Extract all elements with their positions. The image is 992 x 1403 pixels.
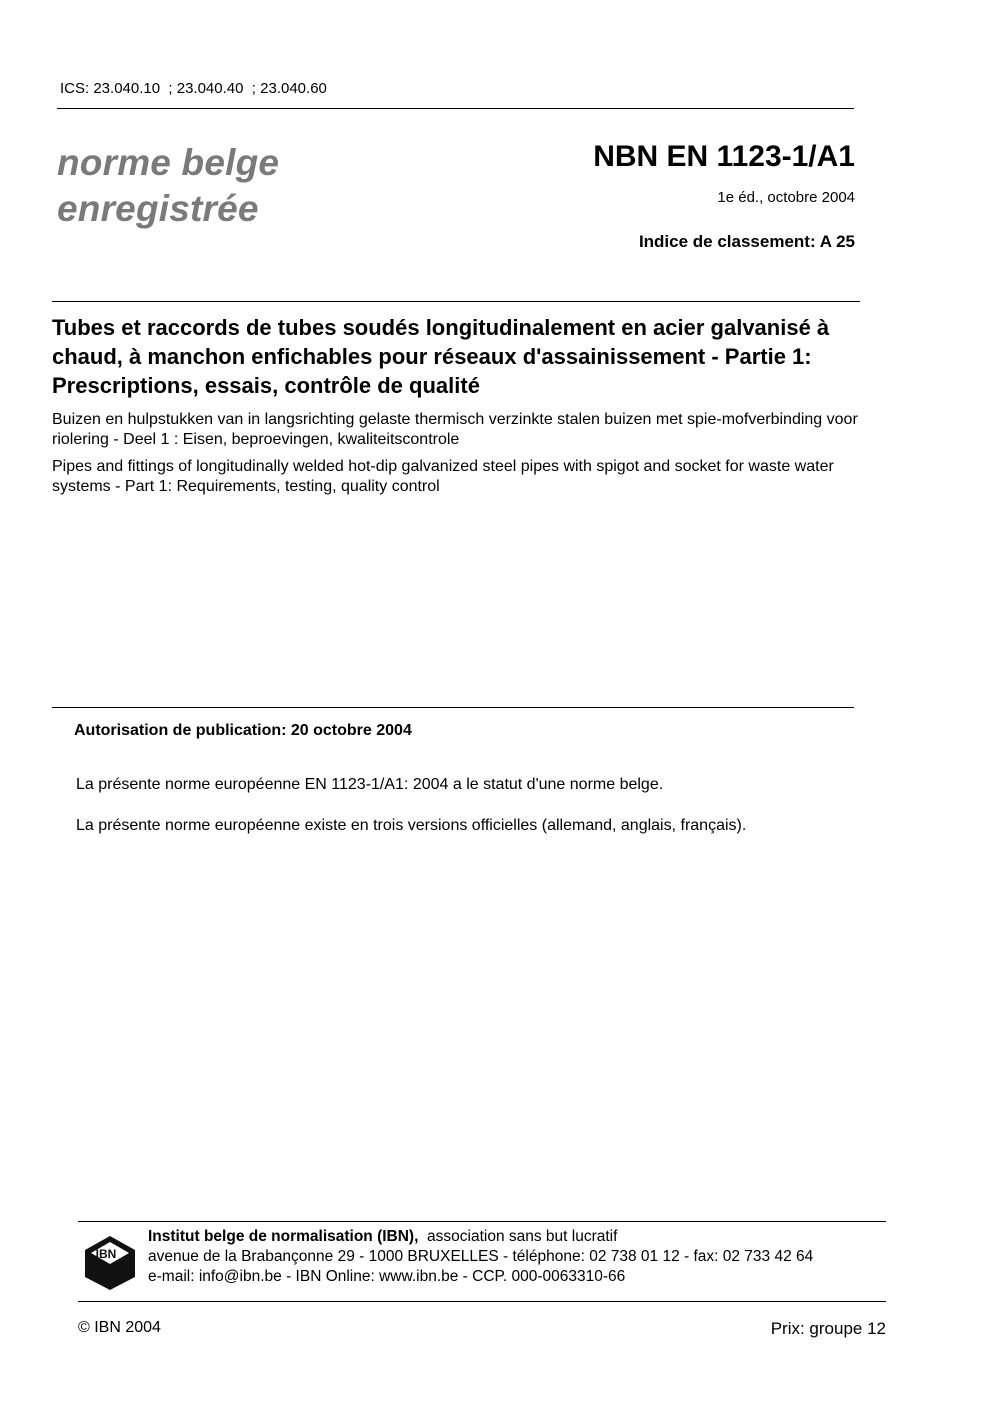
footer-divider-top bbox=[78, 1221, 886, 1222]
institute-name: Institut belge de normalisation (IBN), bbox=[148, 1228, 419, 1245]
body-divider bbox=[52, 707, 854, 708]
institute-contact: e-mail: info@ibn.be - IBN Online: www.ibn.be - CCP. 000-0063310-66 bbox=[148, 1268, 626, 1285]
classification-index: Indice de classement: A 25 bbox=[638, 232, 855, 251]
ibn-logo-icon bbox=[84, 1235, 136, 1291]
ibn-logo-text: IBN bbox=[95, 1247, 117, 1261]
footer-divider-bottom bbox=[78, 1301, 886, 1302]
title-divider bbox=[52, 301, 860, 302]
ics-codes: ICS: 23.040.10 ; 23.040.40 ; 23.040.60 bbox=[60, 80, 327, 97]
standard-code: NBN EN 1123-1/A1 bbox=[593, 140, 855, 173]
copyright: © IBN 2004 bbox=[78, 1319, 161, 1336]
price-group: Prix: groupe 12 bbox=[770, 1319, 886, 1338]
versions-paragraph: La présente norme européenne existe en trois versions officielles (allemand, anglais, français). bbox=[76, 817, 747, 834]
brand-line-2: enregistrée bbox=[57, 188, 259, 229]
institute-type: association sans but lucratif bbox=[427, 1228, 618, 1245]
brand-line-1: norme belge bbox=[57, 142, 280, 183]
publication-authorization: Autorisation de publication: 20 octobre 2004 bbox=[74, 722, 412, 739]
institute-line bbox=[148, 1227, 617, 1247]
title-french: Tubes et raccords de tubes soudés longitudinalement en acier galvanisé à chaud, à manchon enfichables pour réseaux d'assainissement - Partie 1: Prescriptions, essais, contrôle de qualité bbox=[52, 315, 830, 398]
institute-address: avenue de la Brabançonne 29 - 1000 BRUXELLES - téléphone: 02 738 01 12 - fax: 02 733 42 64 bbox=[148, 1248, 814, 1265]
header-divider bbox=[57, 108, 854, 109]
edition-date: 1e éd., octobre 2004 bbox=[717, 189, 855, 206]
title-english: Pipes and fittings of longitudinally welded hot-dip galvanized steel pipes with spigot and socket for waste water systems - Part 1: Requirements, testing, quality control bbox=[52, 458, 834, 495]
title-dutch: Buizen en hulpstukken van in langsrichting gelaste thermisch verzinkte stalen buizen met spie-mofverbinding voor riolering - Deel 1 : Eisen, beproevingen, kwaliteitscontrole bbox=[52, 411, 858, 448]
status-paragraph: La présente norme européenne EN 1123-1/A1: 2004 a le statut d'une norme belge. bbox=[76, 776, 664, 793]
